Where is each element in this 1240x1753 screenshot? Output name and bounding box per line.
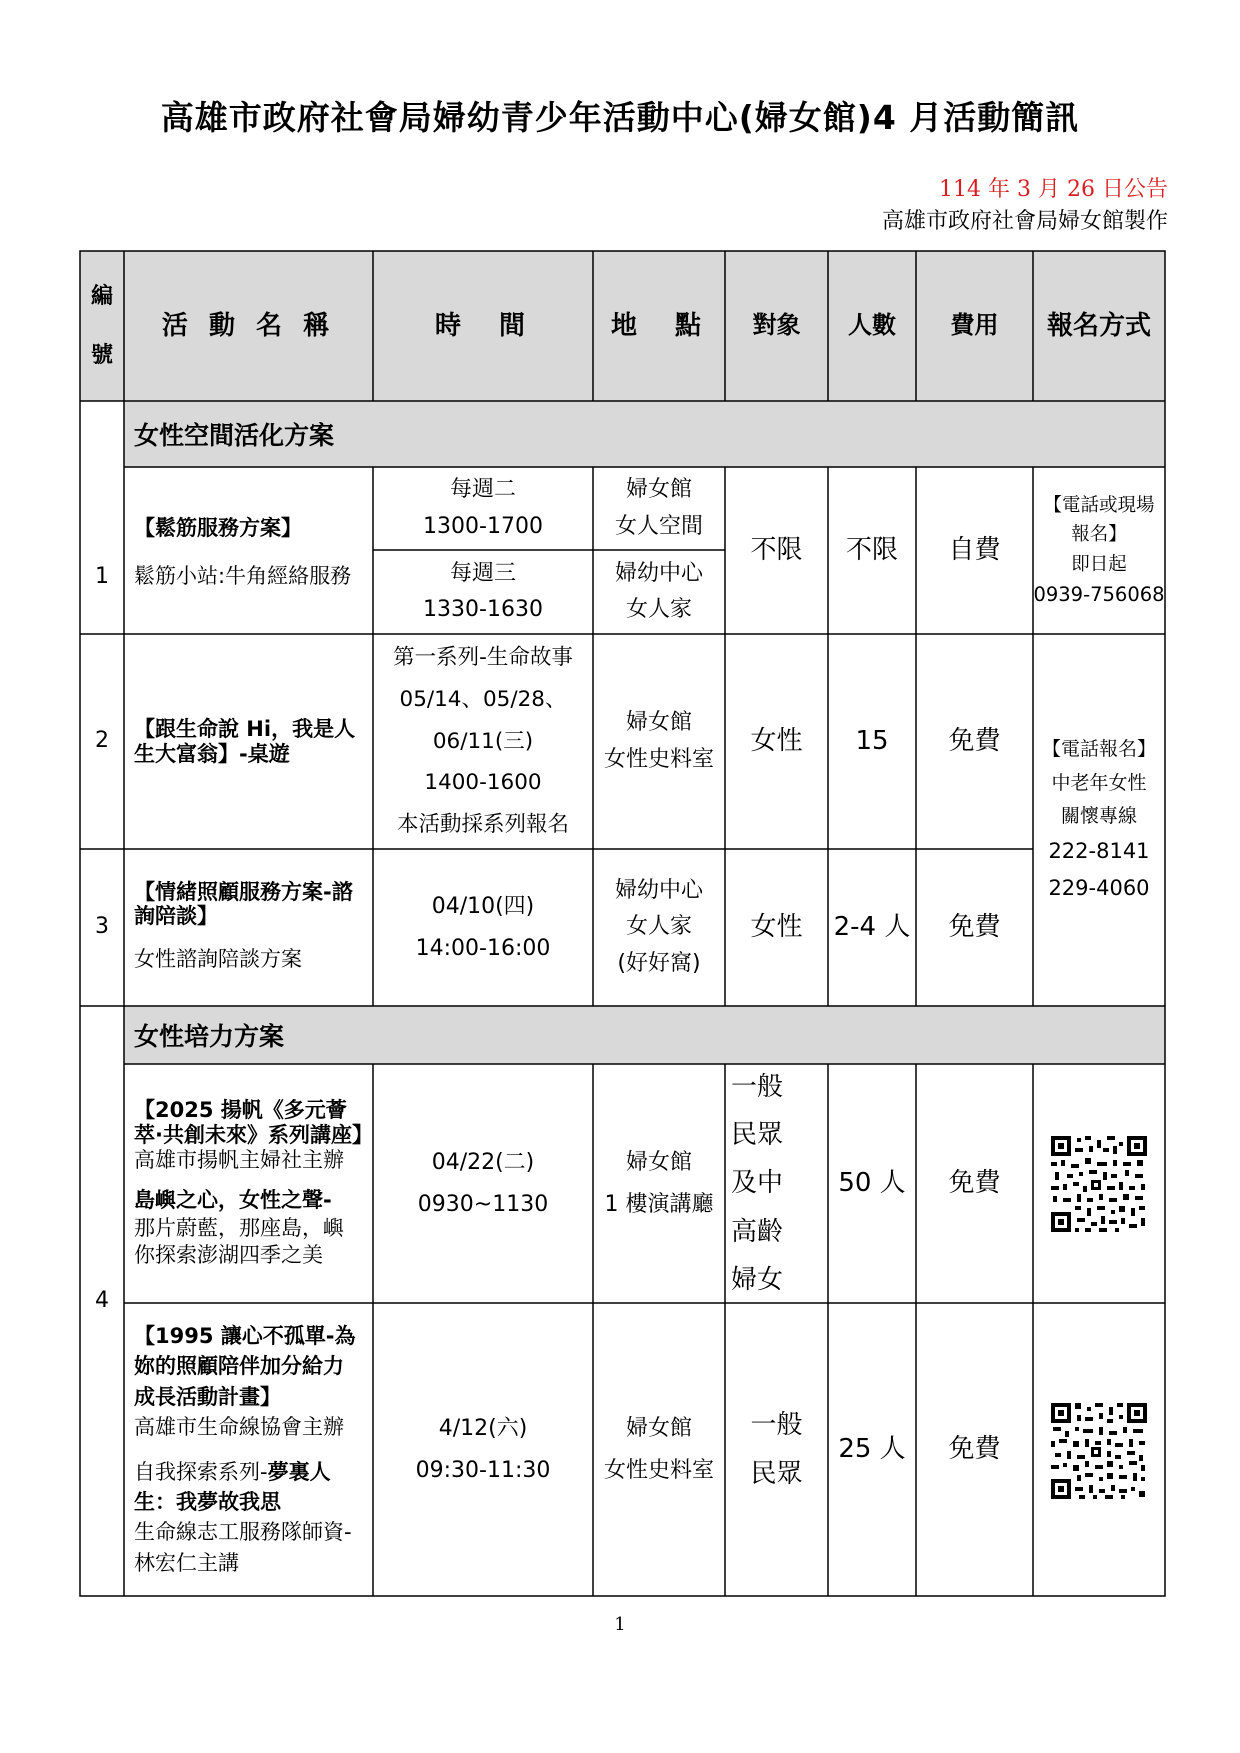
row1-signup4: 0939-756068: [1033, 583, 1165, 607]
row3-place1: 婦幼中心: [614, 878, 703, 904]
row1-target: 不限: [750, 535, 803, 566]
row23-signup1: 【電話報名】: [1041, 738, 1156, 761]
row4b-name: [124, 1303, 373, 1596]
row1-desc: 鬆筋小站:牛角經絡服務: [134, 563, 352, 588]
row2-people: 15: [855, 726, 889, 757]
row1-place-b: [593, 550, 725, 634]
row3-time: [373, 849, 593, 1006]
row1-time-b2: 1330-1630: [423, 597, 543, 622]
row1-people: 不限: [845, 535, 898, 566]
row23-signup4: 222-8141: [1048, 839, 1150, 864]
header-no: [80, 251, 124, 401]
row3-time1: 04/10(四): [431, 893, 535, 919]
row3-time2: 14:00-16:00: [415, 935, 551, 961]
row4b-target1: 一般: [750, 1410, 803, 1441]
section-empower: 女性培力方案: [124, 1006, 1165, 1064]
row-no-1: 1: [95, 564, 109, 590]
row4a-place: [593, 1064, 725, 1303]
row4a-qr-code[interactable]: [1049, 1134, 1149, 1234]
row4b-time1: 4/12(六): [438, 1415, 528, 1441]
row4b-desc: 生命線志工服務隊師資-林宏仁主講: [134, 1520, 352, 1575]
row1-signup2: 報名】: [1071, 524, 1127, 546]
row4b-time2: 09:30-11:30: [415, 1457, 551, 1483]
maker: 高雄市政府社會局婦女館製作: [881, 209, 1168, 234]
announce-date: 114 年 3 月 26 日公告: [939, 177, 1168, 202]
header-name: 活 動 名 稱: [161, 310, 336, 341]
header-no-top: 編: [90, 283, 113, 309]
row1-name: [124, 467, 373, 634]
row4b-series: 自我探索系列-: [134, 1459, 268, 1484]
row4b-place1: 婦女館: [625, 1415, 692, 1441]
row1-fee: 自費: [948, 535, 1001, 566]
row1-place-a: [593, 467, 725, 550]
row4b-target2: 民眾: [750, 1458, 803, 1489]
row23-signup3: 關懷專線: [1060, 804, 1137, 827]
row4a-target-2: 及中: [731, 1168, 784, 1199]
row3-name: [124, 849, 373, 1006]
row2-place2: 女性史料室: [603, 746, 714, 772]
row2-target: 女性: [750, 726, 803, 757]
row1-place-a1: 婦女館: [625, 477, 692, 503]
row3-target: 女性: [750, 912, 803, 943]
row3-desc: 女性諮詢陪談方案: [134, 947, 302, 972]
header-no-bottom: 號: [90, 342, 113, 368]
row1-time-b1: 每週三: [449, 560, 516, 586]
row2-time: [373, 634, 593, 849]
row2-place: [593, 634, 725, 849]
row4a-target-1: 民眾: [731, 1120, 784, 1151]
row4a-people: 50 人: [838, 1168, 906, 1199]
row4b-place2: 女性史料室: [603, 1457, 714, 1483]
row4a-time1: 04/22(二): [431, 1149, 535, 1175]
header-time: 時 間: [434, 310, 531, 341]
header-place: 地 點: [610, 310, 707, 341]
row1-place-b2: 女人家: [625, 597, 692, 622]
row4a-title: 【2025 揚帆《多元薈萃·共創未來》系列講座】: [134, 1097, 373, 1147]
qr-code-icon-a: [1049, 1134, 1149, 1234]
row4a-place2: 1 樓演講廳: [604, 1191, 714, 1217]
header-target: 對象: [752, 311, 801, 340]
page-number: 1: [614, 1614, 626, 1635]
header-fee: 費用: [950, 311, 999, 340]
row3-place3: (好好窩): [617, 950, 701, 976]
row1-time-b: [373, 550, 593, 634]
row4b-place: [593, 1303, 725, 1596]
row4b-time: [373, 1303, 593, 1596]
row4a-place1: 婦女館: [625, 1149, 692, 1175]
row4a-fee: 免費: [948, 1168, 1001, 1199]
row4b-sub: 夢裏人生：我夢故我思: [134, 1459, 331, 1514]
row3-fee: 免費: [948, 912, 1001, 943]
row23-signup: [1033, 634, 1165, 1006]
row4a-name: [124, 1064, 373, 1303]
row2-name: [124, 634, 373, 849]
row4b-org: 高雄市生命線協會主辦: [134, 1415, 344, 1440]
row2-fee: 免費: [948, 726, 1001, 757]
row1-signup3: 即日起: [1071, 553, 1127, 575]
row4a-sub: 島嶼之心，女性之聲-: [134, 1188, 332, 1213]
row2-time1: 第一系列-生命故事: [393, 644, 573, 670]
row4b-series-line: [134, 1457, 363, 1518]
row4a-time2: 0930~1130: [417, 1191, 549, 1217]
row-no-2: 2: [95, 728, 109, 754]
row2-title: 【跟生命說 Hi，我是人生大富翁】-桌遊: [134, 717, 356, 766]
row4b-fee: 免費: [948, 1434, 1001, 1465]
row1-time-a1: 每週二: [449, 477, 516, 503]
row1-place-b1: 婦幼中心: [614, 560, 703, 586]
row2-time5: 本活動採系列報名: [396, 812, 569, 838]
row4a-time: [373, 1064, 593, 1303]
row4a-org: 高雄市揚帆主婦社主辦: [134, 1148, 344, 1173]
row4b-qr-code[interactable]: [1049, 1401, 1149, 1501]
row-no-3: 3: [95, 914, 109, 940]
row4a-desc: 那片蔚藍，那座島，嶼你探索澎湖四季之美: [134, 1215, 344, 1267]
row2-time2: 05/14、05/28、: [399, 686, 567, 712]
row4a-target: [725, 1064, 828, 1303]
row-no-4: 4: [95, 1287, 109, 1313]
row4b-target: [725, 1303, 828, 1596]
row23-signup2: 中老年女性: [1051, 771, 1147, 794]
row2-time4: 1400-1600: [424, 770, 542, 796]
row3-title: 【情緒照顧服務方案-諮詢陪談】: [134, 880, 353, 929]
row4b-people: 25 人: [838, 1434, 906, 1465]
row1-time-a: [373, 467, 593, 550]
header-people: 人數: [848, 311, 896, 340]
row3-place2: 女人家: [625, 914, 692, 940]
row4b-title: 【1995 讓心不孤單-為妳的照顧陪伴加分給力成長活動計畫】: [134, 1323, 356, 1409]
row4a-target-0: 一般: [731, 1072, 784, 1103]
page-title: 高雄市政府社會局婦幼青少年活動中心(婦女館)4 月活動簡訊: [160, 98, 1080, 137]
row1-signup1: 【電話或現場: [1043, 494, 1155, 516]
row2-place1: 婦女館: [625, 710, 692, 736]
row4a-target-3: 高齡: [731, 1216, 784, 1247]
row3-people: 2-4 人: [833, 912, 911, 943]
row3-place: [593, 849, 725, 1006]
row23-signup5: 229-4060: [1048, 875, 1150, 900]
row4a-target-4: 婦女: [731, 1264, 784, 1295]
row1-signup: [1033, 467, 1165, 634]
row2-time3: 06/11(三): [432, 728, 534, 754]
header-signup: 報名方式: [1046, 310, 1151, 341]
row1-time-a2: 1300-1700: [423, 513, 543, 539]
row1-title: 【鬆筋服務方案】: [134, 516, 302, 541]
section-space: 女性空間活化方案: [124, 401, 1165, 467]
qr-code-icon-b: [1049, 1401, 1149, 1501]
row1-place-a2: 女人空間: [614, 513, 703, 539]
